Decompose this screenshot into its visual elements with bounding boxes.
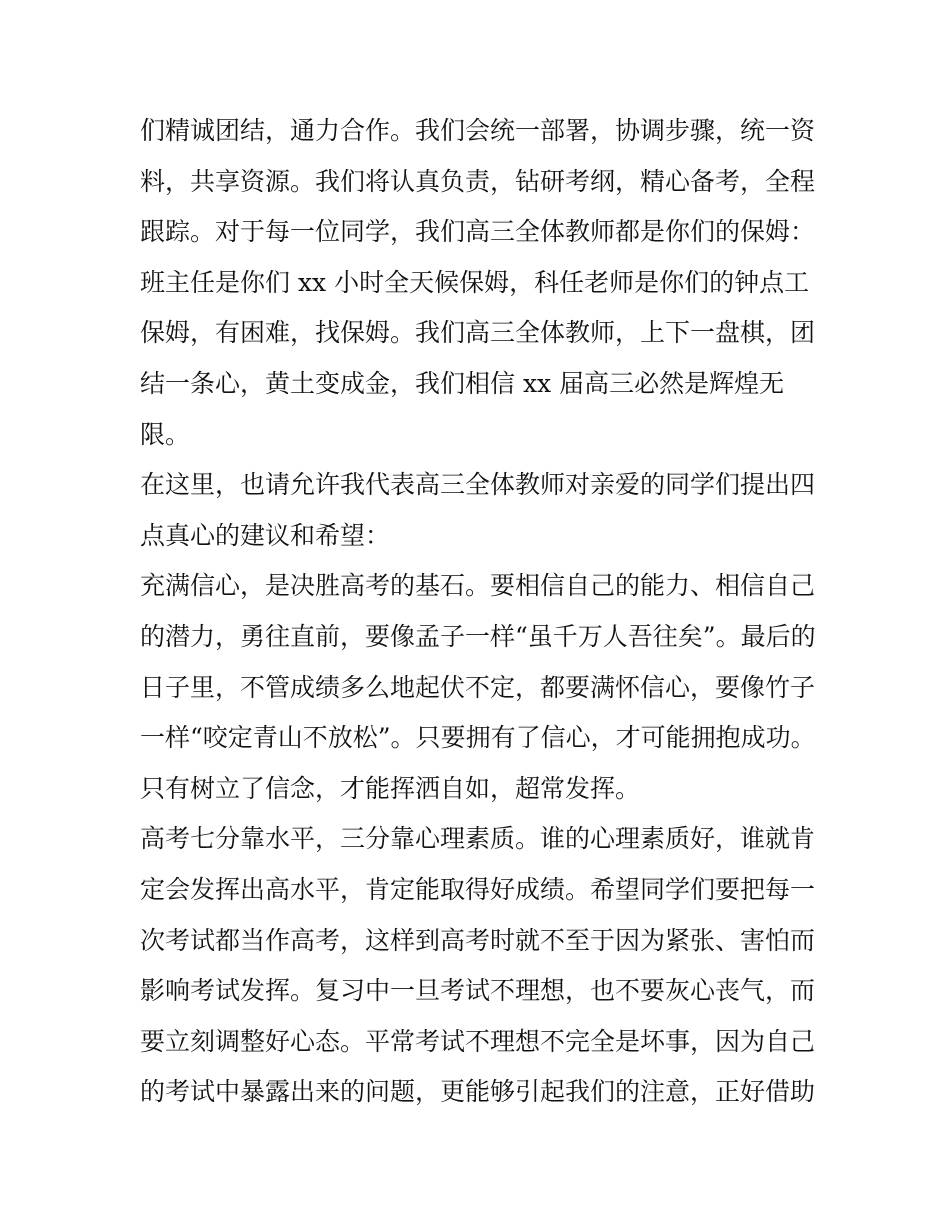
text-line: 在这里，也请允许我代表高三全体教师对亲爱的同学们提出四	[140, 470, 816, 500]
text-line: 们精诚团结，通力合作。我们会统一部署，协调步骤，统一资	[140, 116, 816, 145]
text-line: 定会发挥出高水平，肯定能取得好成绩。希望同学们要把每一	[140, 874, 816, 904]
text-line: 结一条心，黄土变成金，我们相信 xx 届高三必然是辉煌无	[140, 368, 785, 398]
paragraph-confidence	[140, 561, 820, 814]
text-line: 保姆，有困难，找保姆。我们高三全体教师，上下一盘棋，团	[140, 318, 816, 348]
text-line: 影响考试发挥。复习中一旦考试不理想，也不要灰心丧气，而	[140, 976, 816, 1006]
document-body	[140, 106, 820, 1118]
text-line: 高考七分靠水平，三分靠心理素质。谁的心理素质好，谁就肯	[140, 824, 816, 854]
text-line: 要立刻调整好心态。平常考试不理想不完全是坏事，因为自己	[140, 1026, 816, 1056]
text-line: 日子里，不管成绩多么地起伏不定，都要满怀信心，要像竹子	[140, 672, 816, 702]
text-line: 班主任是你们 xx 小时全天候保姆，科任老师是你们的钟点工	[140, 267, 810, 297]
text-line: 充满信心，是决胜高考的基石。要相信自己的能力、相信自己	[140, 571, 816, 601]
text-line: 的潜力，勇往直前，要像孟子一样“虽千万人吾往矣”。最后的	[140, 621, 816, 651]
paragraph-teachers-commitment	[140, 106, 820, 460]
text-line: 一样“咬定青山不放松”。只要拥有了信心，才可能拥抱成功。	[140, 723, 816, 753]
text-line: 跟踪。对于每一位同学，我们高三全体教师都是你们的保姆：	[140, 217, 816, 247]
paragraph-psychology	[140, 814, 820, 1118]
text-line: 限。	[140, 419, 191, 449]
text-line: 只有树立了信念，才能挥洒自如，超常发挥。	[140, 773, 641, 803]
text-line: 的考试中暴露出来的问题，更能够引起我们的注意，正好借助	[140, 1077, 816, 1107]
text-line: 点真心的建议和希望：	[140, 520, 391, 550]
text-line: 次考试都当作高考，这样到高考时就不至于因为紧张、害怕而	[140, 925, 816, 955]
paragraph-suggestions-intro	[140, 460, 820, 561]
text-line: 料，共享资源。我们将认真负责，钻研考纲，精心备考，全程	[140, 166, 816, 196]
